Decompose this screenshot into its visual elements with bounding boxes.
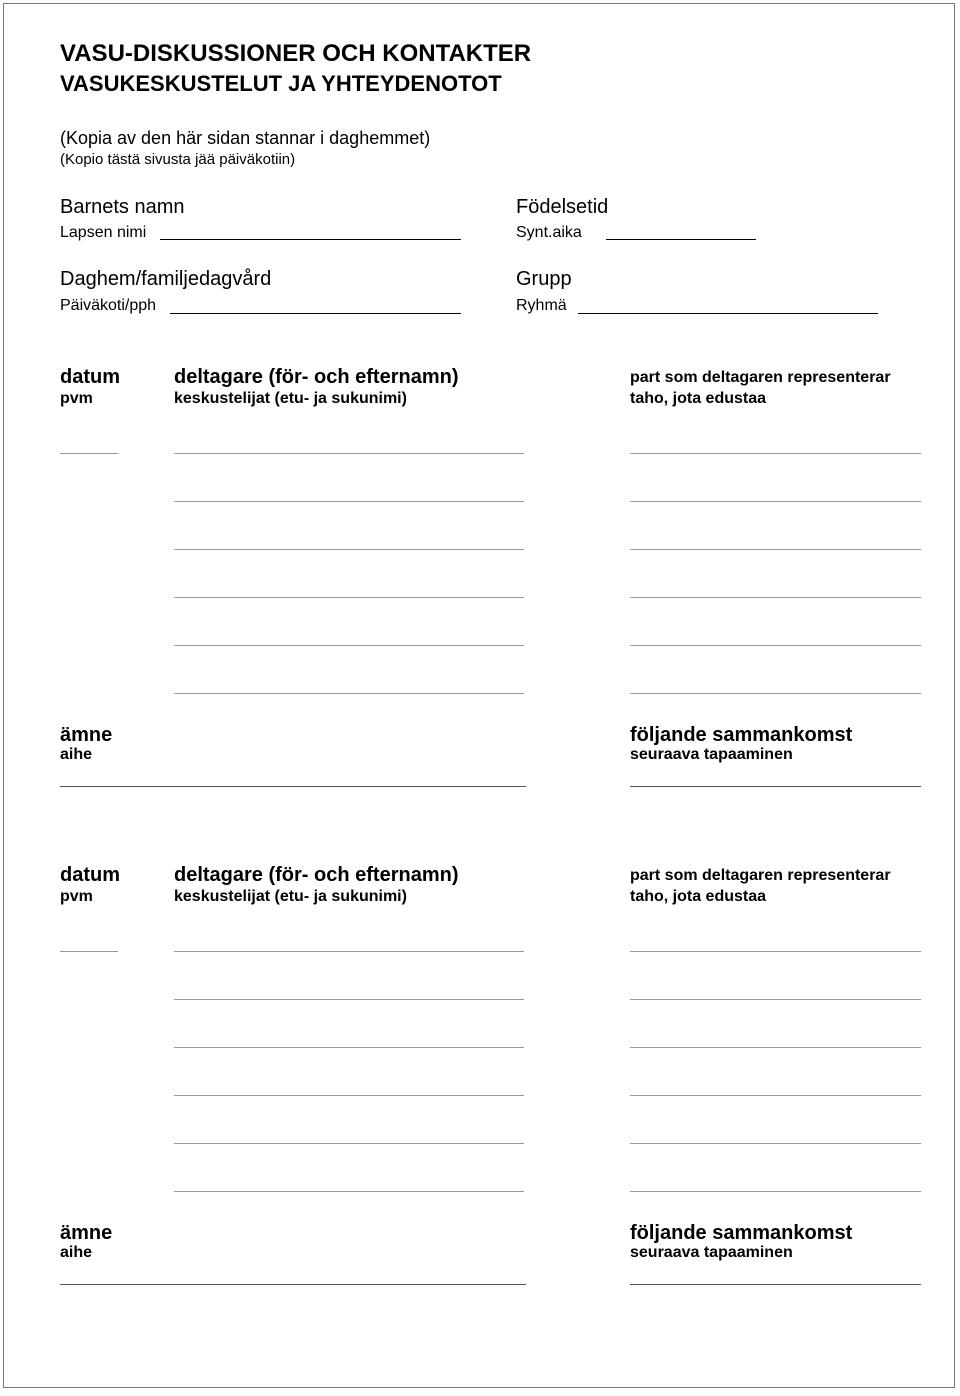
participant-entry-line[interactable]	[174, 453, 524, 454]
next-meeting-entry-line[interactable]	[630, 786, 921, 787]
copy-note-fi: (Kopio tästä sivusta jää päiväkotiin)	[60, 151, 296, 168]
participant-entry-line[interactable]	[174, 1047, 524, 1048]
date-entry-line[interactable]	[60, 453, 118, 454]
date-header-sv: datum	[60, 366, 120, 388]
party-entry-line[interactable]	[630, 1191, 921, 1192]
document-page	[3, 3, 955, 1388]
participants-header-fi: keskustelijat (etu- ja sukunimi)	[174, 888, 407, 905]
next-meeting-header-sv: följande sammankomst	[630, 724, 853, 746]
page-title: VASU-DISKUSSIONER OCH KONTAKTER	[60, 40, 532, 67]
topic-entry-line[interactable]	[60, 1284, 526, 1285]
party-entry-line[interactable]	[630, 1143, 921, 1144]
group-field[interactable]	[578, 313, 878, 314]
party-entry-line[interactable]	[630, 597, 921, 598]
daycare-field[interactable]	[170, 313, 461, 314]
group-label-sv: Grupp	[516, 268, 572, 290]
topic-header-sv: ämne	[60, 1222, 113, 1244]
party-entry-line[interactable]	[630, 645, 921, 646]
party-entry-line[interactable]	[630, 453, 921, 454]
daycare-label-sv: Daghem/familjedagvård	[60, 268, 272, 290]
date-header-fi: pvm	[60, 390, 93, 407]
participant-entry-line[interactable]	[174, 693, 524, 694]
party-entry-line[interactable]	[630, 1095, 921, 1096]
next-meeting-header-fi: seuraava tapaaminen	[630, 1244, 793, 1261]
next-meeting-header-sv: följande sammankomst	[630, 1222, 853, 1244]
party-entry-line[interactable]	[630, 999, 921, 1000]
party-header-sv: part som deltagaren representerar	[630, 369, 891, 386]
topic-header-fi: aihe	[60, 746, 93, 763]
participant-entry-line[interactable]	[174, 645, 524, 646]
topic-header-sv: ämne	[60, 724, 113, 746]
topic-header-fi: aihe	[60, 1244, 93, 1261]
next-meeting-header-fi: seuraava tapaaminen	[630, 746, 793, 763]
child-name-label-sv: Barnets namn	[60, 196, 185, 218]
participants-header-sv: deltagare (för- och efternamn)	[174, 366, 459, 388]
party-header-fi: taho, jota edustaa	[630, 390, 767, 407]
participant-entry-line[interactable]	[174, 1143, 524, 1144]
participant-entry-line[interactable]	[174, 501, 524, 502]
participant-entry-line[interactable]	[174, 1191, 524, 1192]
participant-entry-line[interactable]	[174, 1095, 524, 1096]
party-entry-line[interactable]	[630, 951, 921, 952]
daycare-label-fi: Päiväkoti/pph	[60, 297, 157, 314]
child-name-label-fi: Lapsen nimi	[60, 224, 147, 241]
party-header-sv: part som deltagaren representerar	[630, 867, 891, 884]
date-header-sv: datum	[60, 864, 120, 886]
party-header-fi: taho, jota edustaa	[630, 888, 767, 905]
participant-entry-line[interactable]	[174, 597, 524, 598]
birth-date-label-sv: Födelsetid	[516, 196, 609, 218]
birth-date-field[interactable]	[606, 239, 756, 240]
party-entry-line[interactable]	[630, 549, 921, 550]
participants-header-fi: keskustelijat (etu- ja sukunimi)	[174, 390, 407, 407]
date-header-fi: pvm	[60, 888, 93, 905]
participants-header-sv: deltagare (för- och efternamn)	[174, 864, 459, 886]
page-subtitle: VASUKESKUSTELUT JA YHTEYDENOTOT	[60, 71, 502, 96]
participant-entry-line[interactable]	[174, 999, 524, 1000]
next-meeting-entry-line[interactable]	[630, 1284, 921, 1285]
party-entry-line[interactable]	[630, 1047, 921, 1048]
group-label-fi: Ryhmä	[516, 297, 567, 314]
topic-entry-line[interactable]	[60, 786, 526, 787]
participant-entry-line[interactable]	[174, 951, 524, 952]
copy-note-sv: (Kopia av den här sidan stannar i daghemmet)	[60, 128, 431, 148]
child-name-field[interactable]	[160, 239, 461, 240]
party-entry-line[interactable]	[630, 693, 921, 694]
party-entry-line[interactable]	[630, 501, 921, 502]
birth-date-label-fi: Synt.aika	[516, 224, 582, 241]
date-entry-line[interactable]	[60, 951, 118, 952]
participant-entry-line[interactable]	[174, 549, 524, 550]
